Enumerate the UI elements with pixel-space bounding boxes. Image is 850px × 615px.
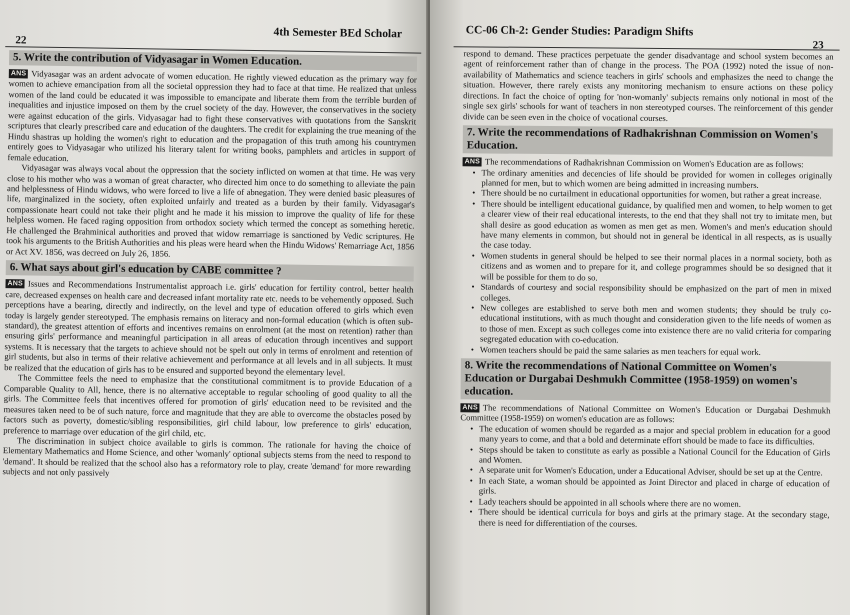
- question-8-title: 8. Write the recommendations of National Committee on Women's Education or Durgabai Deshmukh Committee (1958-1959) on women's education.: [461, 358, 831, 402]
- left-page-content: [3, 46, 418, 483]
- answer-7-intro-text: The recommendations of Radhakrishnan Commission on Women's Education are as follows:: [484, 156, 804, 170]
- answer-5-para-1: [7, 68, 416, 168]
- answer-6-para-3: The discrimination in subject choice available to girls is common. The rationale for having the choice of Elementary Mathematics and Home Science, and other 'womanly' optional subjects stems from the need to respond to 'demand'. It should be realized that the school also has a reformatory role to play, create 'demand' for more rewarding subjects and not only passively: [2, 435, 412, 479]
- right-page: [430, 0, 850, 615]
- answer-6-para-1: [4, 278, 413, 378]
- list-item: • In each State, a woman should be appointed as Joint Director and placed in charge of education of girls.: [470, 475, 830, 499]
- list-item: • New colleges are established to serve both men and women students; they should be truly co-educational institutions, with as much thought and consideration given to the life needs of women as to those of men. Except as such colleges come into existence there are no valid criteria for comparing segregated education with co-education.: [471, 302, 831, 347]
- left-page-header: [5, 4, 421, 47]
- answer-5-text-1: Vidyasagar was an ardent advocate of women education. He rightly viewed education as the primary way for women to achieve emancipation from all the societal oppression they had to face at that time. He realized that unless women of the land could be educated it was impossible to emancipate and liberate them from the terrible burden of inequalities and injustice imposed on them by the cruel society of the day. However, the conservatives in the society were against education of the girls. Vidyasagar had to fight these conservatives with quotations from the Sanskrit scriptures that clearly prescribed care and education of the daughters. The credit for explaining the true meaning of the Hindu shastras up holding the women's right to education and the propagation of this truth among his countrymen entirely goes to Vidyasagar who utilized his literary talent for writing books, pamphlets and articles in support of female education.: [7, 68, 417, 163]
- question-7-title: 7. Write the recommendations of Radhakrishnan Commission on Women's Education.: [463, 125, 833, 156]
- list-item: • The education of women should be regarded as a major and special problem in education for a good many years to come, and that a bold and determinate effort should be made to face its difficulties.: [470, 423, 830, 447]
- question-6-title: 6. What says about girl's education by CABE committee ?: [6, 260, 414, 281]
- ans-badge: ANS: [5, 279, 25, 288]
- list-item: • There should be intelligent educational guidance, by qualified men and women, to help women to get a clearer view of their real educational interests, to the end that they shall not try to imitate men, but shall desire as good education as women as men get as men. Women's and men's education should have many elements in common, but should not in general be identical in all respects, as is usually the case today.: [472, 198, 832, 253]
- answer-8-list: [469, 423, 830, 530]
- list-item: • A separate unit for Women's Education, under a Educational Adviser, should be set up at the Centre.: [470, 465, 830, 479]
- list-item: • There should be no curtailment in educational opportunities for women, but rather a great increase.: [472, 188, 832, 202]
- list-item: • The ordinary amenities and decencies of life should be provided for women in colleges originally planned for men, but to which women are being admitted in increasing numbers.: [472, 167, 832, 191]
- right-page-content: [459, 48, 833, 530]
- ans-badge: ANS: [463, 157, 482, 166]
- list-item: • Women teachers should be paid the same salaries as men teachers for equal work.: [471, 344, 831, 358]
- ans-badge: ANS: [460, 403, 479, 412]
- question-5-title: 5. Write the contribution of Vidyasagar in Women Education.: [9, 50, 417, 71]
- answer-8-intro-text: The recommendations of National Committee on Women's Education or Durgabai Deshmukh Committee (1958-1959) on women's education are as follows:: [460, 402, 831, 425]
- answer-6-para-2: The Committee feels the need to emphasize that the constitutional commitment is to provide Education of a Comparable Quality to All, hence, there is no alternative acceptable to regular schooling of good quality to all the girls. The Committee feels that incentives offered for promotion of girls' education need to be revisited and the measures taken need to be of such nature, force and magnitude that they are able to overcome the obstacles posed by factors such as poverty, domestic/sibling responsibilities, girl child labour, low preference to girls' education, preference to marriage over education of the girl child, etc.: [3, 372, 413, 438]
- answer-7-list: [471, 167, 833, 357]
- answer-6-text-1: Issues and Recommendations Instrumentalist approach i.e. girls' education for fertility control, better health care, decreased expenses on health care and decreased infant mortality rate etc. needs to be vehemently opposed. Such perceptions have a bearing, directly and indirectly, on the level and type of education offered to girls which even today is largely gender stereotyped. The emphasis remains on literacy and non-formal education (which is often sub-standard), the greatest attention of efforts and incentives remains on enrolment (at the most on retention) rather than ensuring girls' performance and meaningful participation in all areas of education through incentives and support systems. It is necessary that the targets to achieve should not be spelt out only in terms of enrolment and retention of girl students, but also in terms of their relative achievement and performance at all levels and in all subjects. It must be realized that the education of girls has to be ensured and supported beyond the elementary level.: [4, 278, 414, 378]
- right-running-head: CC-06 Ch-2: Gender Studies: Paradigm Shifts: [465, 24, 694, 39]
- continued-paragraph: respond to demand. These practices perpetuate the gender disadvantage and school system becomes an agent of reinforcement rather than of change in the process. The POA (1992) noted the issue of non-availability of Mathematics and science teachers in girls' schools and emphasizes the need to change the situation. However, there rarely exists any monitoring mechanism to ensure actions on these policy directions. In fact the choice of opting for 'non-womanly' subjects remains only notional in most of the single sex girls' schools for want of teachers in non stereotyped courses. The reinforcement of this gender divide can be seen even in the choice of vocational courses.: [462, 48, 834, 123]
- list-item: • Standards of courtesy and social responsibility should be emphasized on the part of men in mixed colleges.: [471, 281, 831, 305]
- right-page-header: [454, 4, 840, 52]
- ans-badge: ANS: [9, 69, 29, 78]
- answer-5-para-2: Vidyasagar was always vocal about the oppression that the society inflicted on women at that time. He was very close to his mother who was a woman of great character, who directed him once to do something to alleviate the pain and helplessness of Hindu widows, who were forced to live a life of abnegation. They were denied basic pleasures of life, marginalized in the society, often exploited unfairly and treated as a burden by their family. Vidyasagar's compassionate heart could not take their plight and he made it his mission to improve the quality of life for these helpless women. He faced raging opposition from orthodox society which termed the concept as something heretic. He challenged the Brahminical authorities and proved that widow remarriage is sanctioned by Vedic scriptures. He took his arguments to the British Authorities and his pleas were heard when the Hindu Widows' Remarriage Act, 1856 or Act XV. 1856, was decreed on July 26, 1856.: [5, 162, 416, 259]
- list-item: • Steps should be taken to constitute as early as possible a National Council for the Education of Girls and Women.: [470, 444, 830, 468]
- list-item: • Women students in general should be helped to see their normal places in a normal society, both as citizens and as women and to prepare for it, and college programmes should be so designed that it will be possible for them to do so.: [472, 250, 832, 284]
- list-item: • There should be identical curricula for boys and girls at the primary stage. At the secondary stage, there is need for differentiation of the courses.: [469, 506, 829, 530]
- right-page-number: 23: [812, 39, 824, 52]
- list-item: • Lady teachers should be appointed in all schools where there are no women.: [470, 496, 830, 510]
- left-page-number: 22: [15, 34, 27, 47]
- left-running-head: 4th Semester BEd Scholar: [273, 26, 403, 41]
